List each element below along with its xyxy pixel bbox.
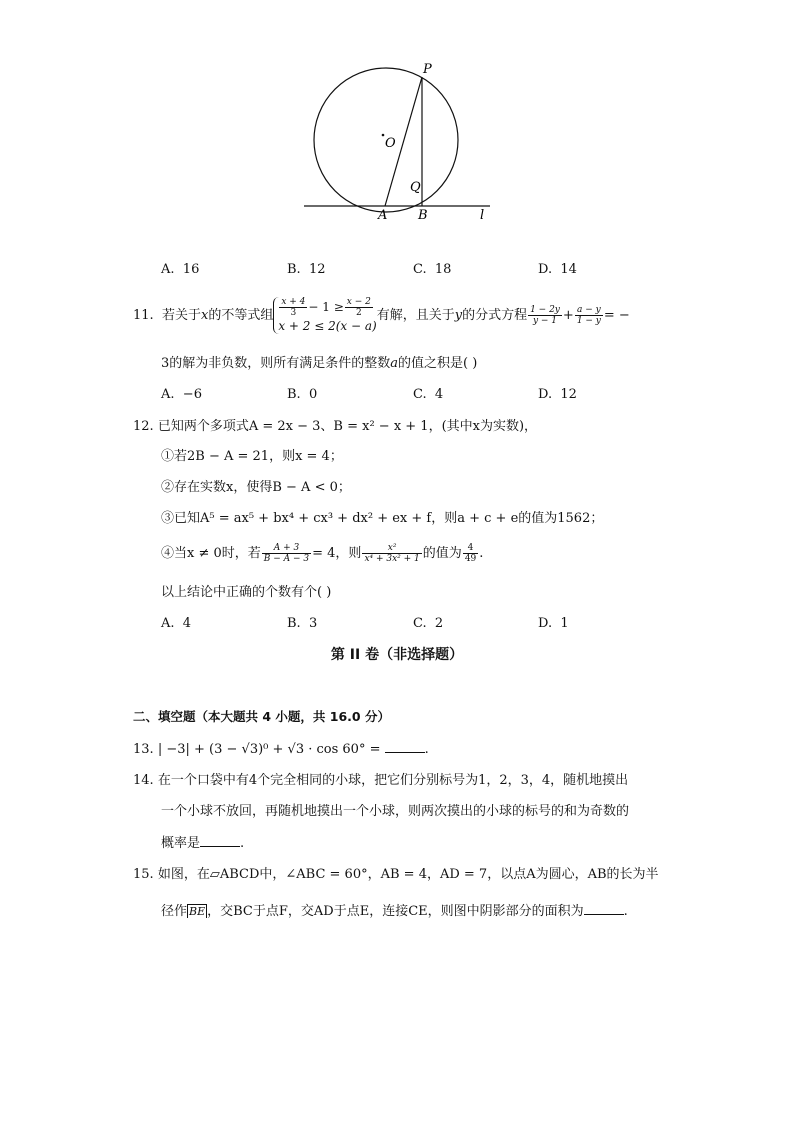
label-a: A xyxy=(378,208,388,223)
q12-option-d[interactable]: D. 1 xyxy=(538,616,569,631)
q13: 13. | −3| + (3 − √3)⁰ + √3 · cos 60° = . xyxy=(133,742,429,757)
q11-line2: 3的解为非负数，则所有满足条件的整数a的值之积是( ) xyxy=(161,356,478,371)
label-q: Q xyxy=(410,180,421,195)
q12-statement-4: ④当x ≠ 0时，若 $\frac{A + 3}{B - A - 3}$ = 4，则 $\frac{\text{x²}}{\text{x⁴ + 3x² + 1}}$ 的值为 $\frac{4}{49}$ . xyxy=(161,543,484,564)
q14-line2: 一个小球不放回，再随机地摸出一个小球，则两次摸出的小球的标号的和为奇数的 xyxy=(161,804,630,819)
arc-be: BE xyxy=(189,905,206,918)
q12-option-b[interactable]: B. 3 xyxy=(287,616,318,631)
q12-fraction-2: $\frac{\text{x²}}{\text{x⁴ + 3x² + 1}}$ xyxy=(364,543,420,564)
q15-answer-blank[interactable] xyxy=(584,902,624,915)
q12-statement-3: ③已知A⁵ = ax⁵ + bx⁴ + cx³ + dx² + ex + f，则a + c + e的值为1562； xyxy=(161,511,604,526)
q11-fraction-2: $\frac{a - y}{1 - y}$ xyxy=(576,305,601,326)
q11-option-a[interactable]: A. −6 xyxy=(161,387,202,402)
q11-option-c[interactable]: C. 4 xyxy=(413,387,444,402)
q12-fraction-3: $\frac{4}{49}$ xyxy=(464,543,477,564)
center-dot xyxy=(382,134,385,137)
q11-line1: 11. 若关于x的不等式组 $\frac{x + 4}{3}$ − 1 ≥ $\frac{x - 2}{2}$ x + 2 ≤ 2(x − a)有解，且关于y的分式方程 $\frac{1 - 2y}{y - 1}$ + $\frac{a - y}{1 - y}$ = − xyxy=(133,297,630,333)
q14-line3: 概率是 . xyxy=(161,836,245,851)
q14-answer-blank[interactable] xyxy=(200,834,240,847)
label-l: l xyxy=(480,208,485,223)
q12-stem: 12. 已知两个多项式A = 2x − 3、B = x² − x + 1，(其中x为实数)， xyxy=(133,419,538,434)
part2-title: 第 II 卷（非选择题） xyxy=(330,647,464,663)
q15-line2: 径作 BE ，交BC于点F，交AD于点E，连接CE，则图中阴影部分的面积为 . xyxy=(161,904,628,919)
label-p: P xyxy=(423,62,432,77)
q14-line1: 14. 在一个口袋中有4个完全相同的小球，把它们分别标号为1，2，3，4，随机地摸出 xyxy=(133,773,629,788)
q12-number: 12. xyxy=(133,419,154,434)
q15-line1: 15. 如图，在▱ABCD中，∠ABC = 60°，AB = 4，AD = 7，以点A为圆心，AB的长为半 xyxy=(133,867,659,882)
q12-conclusion: 以上结论中正确的个数有个( ) xyxy=(161,585,332,600)
section2-header: 二、填空题（本大题共 4 小题，共 16.0 分） xyxy=(133,709,390,724)
q11-option-b[interactable]: B. 0 xyxy=(287,387,318,402)
q12-statement-2: ②存在实数x，使得B − A < 0； xyxy=(161,480,351,495)
inequality-system: $\frac{x + 4}{3}$ − 1 ≥ $\frac{x - 2}{2}$ x + 2 ≤ 2(x − a) xyxy=(273,297,376,334)
q11-fraction-1: $\frac{1 - 2y}{y - 1}$ xyxy=(530,305,560,326)
label-b: B xyxy=(418,208,428,223)
q13-number: 13. xyxy=(133,742,154,757)
q12-statement-1: ①若2B − A = 21，则x = 4； xyxy=(161,449,343,464)
q10-option-b[interactable]: B. 12 xyxy=(287,262,326,277)
q11-option-d[interactable]: D. 12 xyxy=(538,387,577,402)
q11-number: 11. xyxy=(133,308,154,323)
q12-fraction-1: $\frac{A + 3}{B - A - 3}$ xyxy=(263,543,310,564)
geometry-figure xyxy=(290,55,510,235)
q10-option-c[interactable]: C. 18 xyxy=(413,262,452,277)
q12-option-c[interactable]: C. 2 xyxy=(413,616,444,631)
q15-number: 15. xyxy=(133,867,154,882)
label-o: O xyxy=(385,136,396,151)
q13-answer-blank[interactable] xyxy=(385,740,425,753)
q14-number: 14. xyxy=(133,773,154,788)
q12-option-a[interactable]: A. 4 xyxy=(161,616,192,631)
q10-option-d[interactable]: D. 14 xyxy=(538,262,577,277)
q10-option-a[interactable]: A. 16 xyxy=(161,262,200,277)
